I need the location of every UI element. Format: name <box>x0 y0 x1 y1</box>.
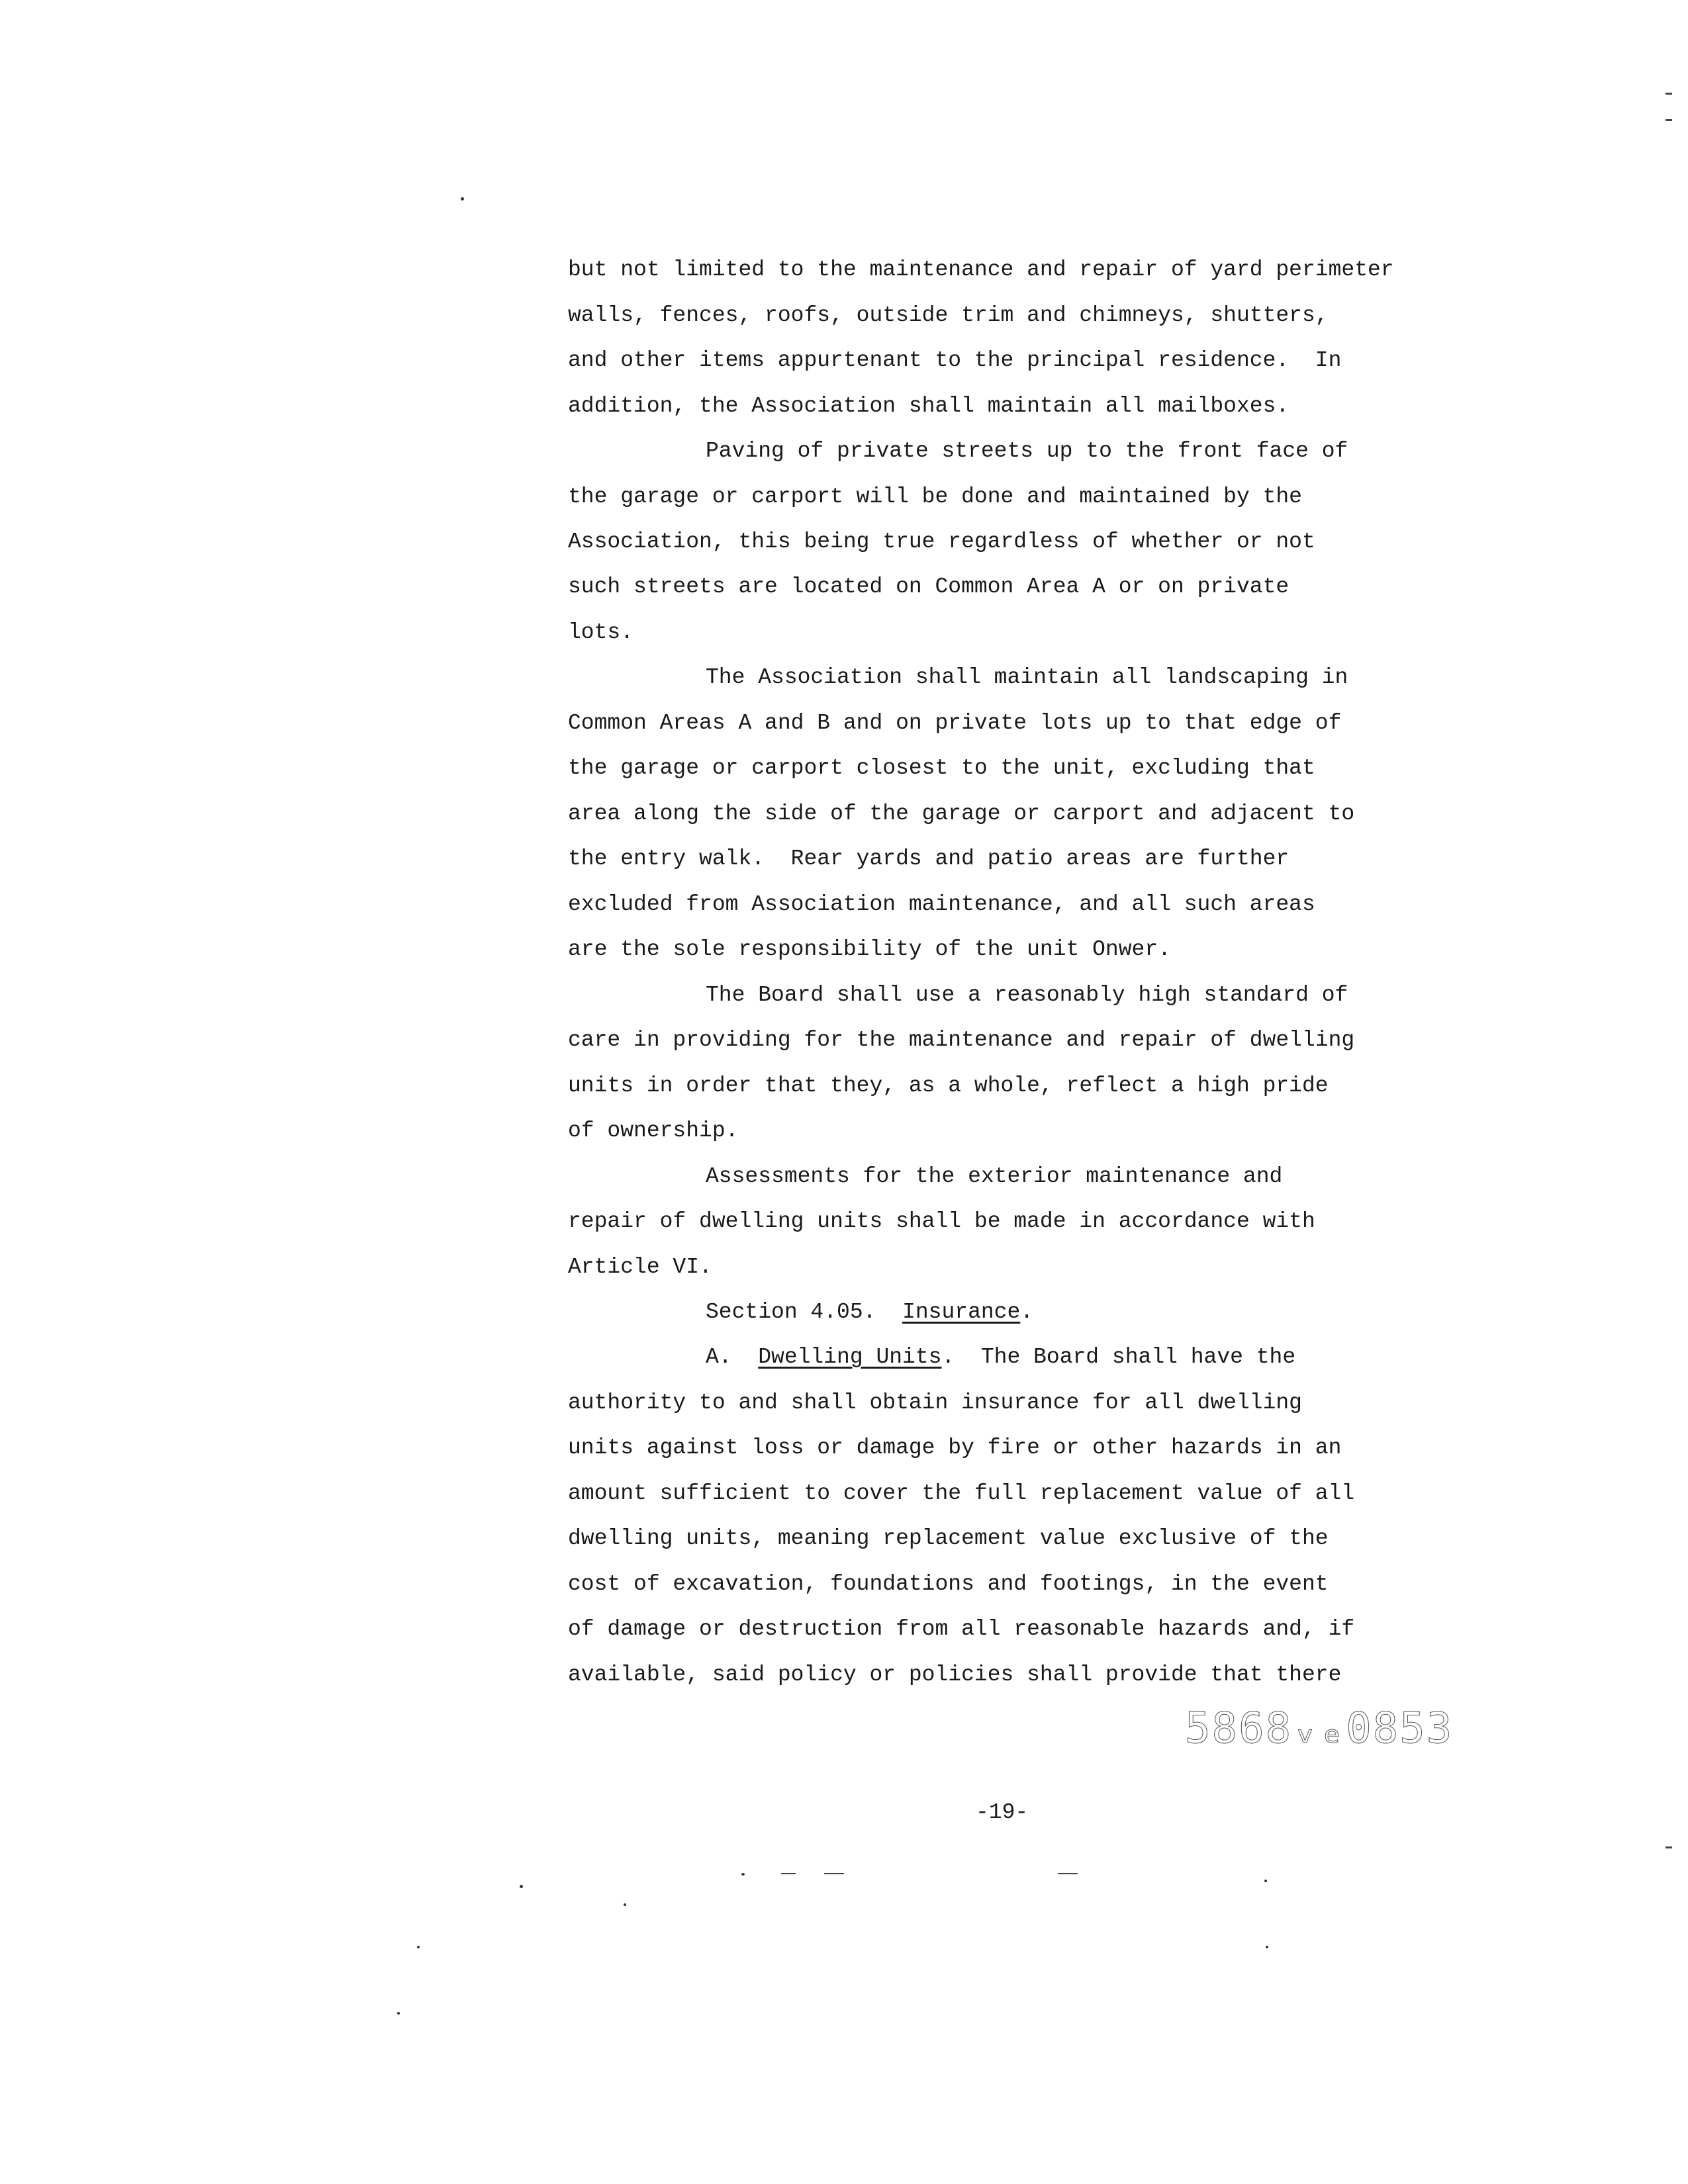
scan-speck <box>741 1873 745 1876</box>
text-line: excluded from Association maintenance, and all such areas <box>568 892 1315 917</box>
text-line: lots. <box>568 620 634 645</box>
text-line: the entry walk. Rear yards and patio areas are further <box>568 846 1289 871</box>
text-line: cost of excavation, foundations and footings, in the event <box>568 1572 1329 1596</box>
text-line: dwelling units, meaning replacement value exclusive of the <box>568 1526 1329 1551</box>
section-heading <box>706 1299 1033 1326</box>
text-line: amount sufficient to cover the full replacement value of all <box>568 1481 1355 1506</box>
text-line: care in providing for the maintenance and repair of dwelling <box>568 1028 1355 1052</box>
text-line: available, said policy or policies shall provide that there <box>568 1662 1342 1687</box>
section-number: Section 4.05. <box>706 1300 903 1324</box>
scan-speck <box>397 2012 400 2015</box>
scan-mark <box>824 1873 844 1874</box>
scan-mark <box>1665 1846 1672 1848</box>
text-line: authority to and shall obtain insurance for all dwelling <box>568 1390 1302 1415</box>
text-line: of damage or destruction from all reasonable hazards and, if <box>568 1617 1355 1641</box>
scan-speck <box>520 1885 523 1888</box>
scan-speck <box>417 1946 420 1948</box>
text-line: area along the side of the garage or carport and adjacent to <box>568 801 1355 826</box>
text-line: Common Areas A and B and on private lots up to that edge of <box>568 711 1342 735</box>
scan-speck <box>1266 1946 1268 1948</box>
text-line: the garage or carport will be done and maintained by the <box>568 484 1302 509</box>
section-suffix: . <box>1020 1300 1034 1324</box>
text-line: such streets are located on Common Area A or on private <box>568 574 1289 599</box>
text-line: the garage or carport closest to the unit, excluding that <box>568 756 1315 780</box>
section-title: Insurance <box>902 1300 1021 1324</box>
subsection-letter: A. <box>706 1345 759 1369</box>
text-line: The Board shall use a reasonably high standard of <box>706 983 1348 1007</box>
text-line: Article VI. <box>568 1255 712 1279</box>
text-line: Association, this being true regardless of whether or not <box>568 529 1315 554</box>
subsection-heading <box>706 1344 1295 1371</box>
scan-mark <box>1665 119 1672 121</box>
scan-mark <box>1058 1873 1078 1874</box>
subsection-text: . The Board shall have the <box>941 1345 1296 1369</box>
scan-speck <box>461 197 464 201</box>
text-line: units in order that they, as a whole, reflect a high pride <box>568 1073 1329 1098</box>
text-line: units against loss or damage by fire or other hazards in an <box>568 1435 1342 1460</box>
text-line: Assessments for the exterior maintenance and <box>706 1164 1283 1189</box>
book-page-stamp: 5868ᵥₑ0853 <box>1185 1704 1454 1753</box>
text-line: repair of dwelling units shall be made in accordance with <box>568 1209 1315 1234</box>
text-line: of ownership. <box>568 1118 739 1143</box>
text-line: and other items appurtenant to the principal residence. In <box>568 348 1342 373</box>
text-line: walls, fences, roofs, outside trim and chimneys, shutters, <box>568 303 1329 328</box>
text-line: are the sole responsibility of the unit Onwer. <box>568 937 1171 962</box>
page-number: -19- <box>976 1800 1029 1825</box>
text-line: The Association shall maintain all landscaping in <box>706 665 1348 690</box>
subsection-title: Dwelling Units <box>758 1345 942 1369</box>
scan-mark <box>781 1873 796 1874</box>
scan-speck <box>1264 1880 1267 1882</box>
scan-speck <box>624 1903 626 1906</box>
text-line: Paving of private streets up to the front face of <box>706 439 1348 463</box>
text-line: addition, the Association shall maintain all mailboxes. <box>568 394 1289 418</box>
text-line: but not limited to the maintenance and repair of yard perimeter <box>568 257 1394 282</box>
scan-mark <box>1665 93 1672 95</box>
